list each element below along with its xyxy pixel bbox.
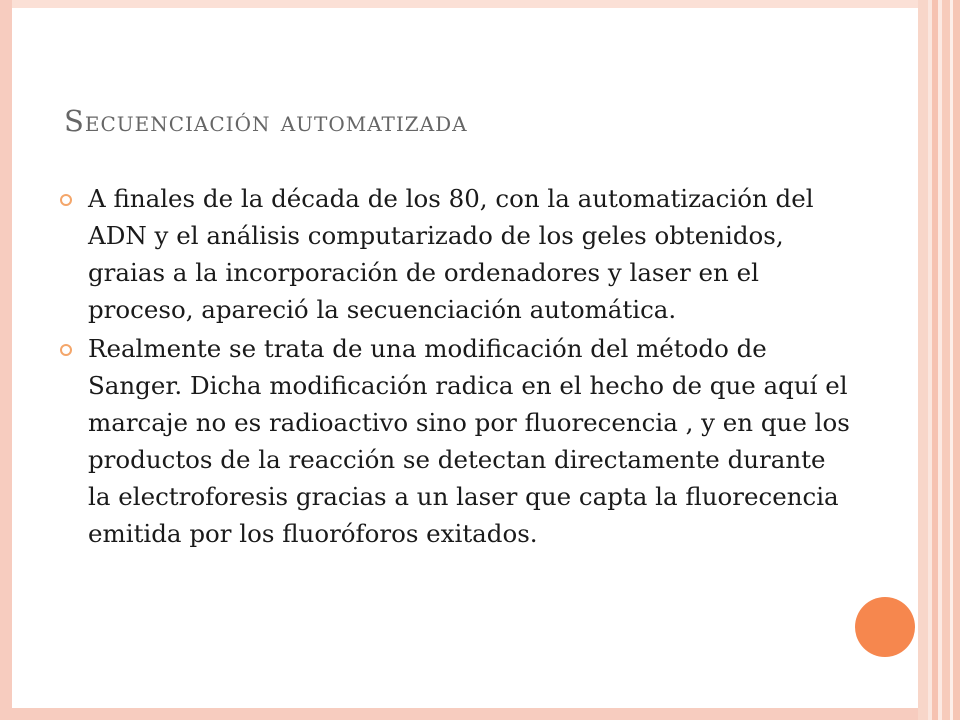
slide-title: Secuenciación automatizada — [64, 104, 468, 138]
bullet-text: Realmente se trata de una modificación del método de Sanger. Dicha modificación radica en el hecho de que aquí el marcaje no es radioactivo sino por fluorecencia , y en que los productos de la reacción se detectan directamente durante la electroforesis gracias a un laser que capta la fluorecencia emitida por los fluoróforos exitados. — [88, 334, 850, 548]
bullet-circle-icon — [60, 344, 72, 356]
orange-circle-icon — [855, 597, 915, 657]
bullet-item — [60, 330, 850, 552]
bullet-item — [60, 180, 850, 328]
bullet-text: A finales de la década de los 80, con la automatización del ADN y el análisis computarizado de los geles obtenidos, graias a la incorporación de ordenadores y laser en el proceso, apareció la secuenciación automática. — [88, 184, 814, 324]
slide-body — [60, 180, 850, 554]
bottom-border — [0, 708, 922, 720]
bullet-circle-icon — [60, 194, 72, 206]
top-border — [12, 0, 920, 8]
right-decorative-stripes — [918, 0, 960, 720]
left-border — [0, 0, 12, 720]
